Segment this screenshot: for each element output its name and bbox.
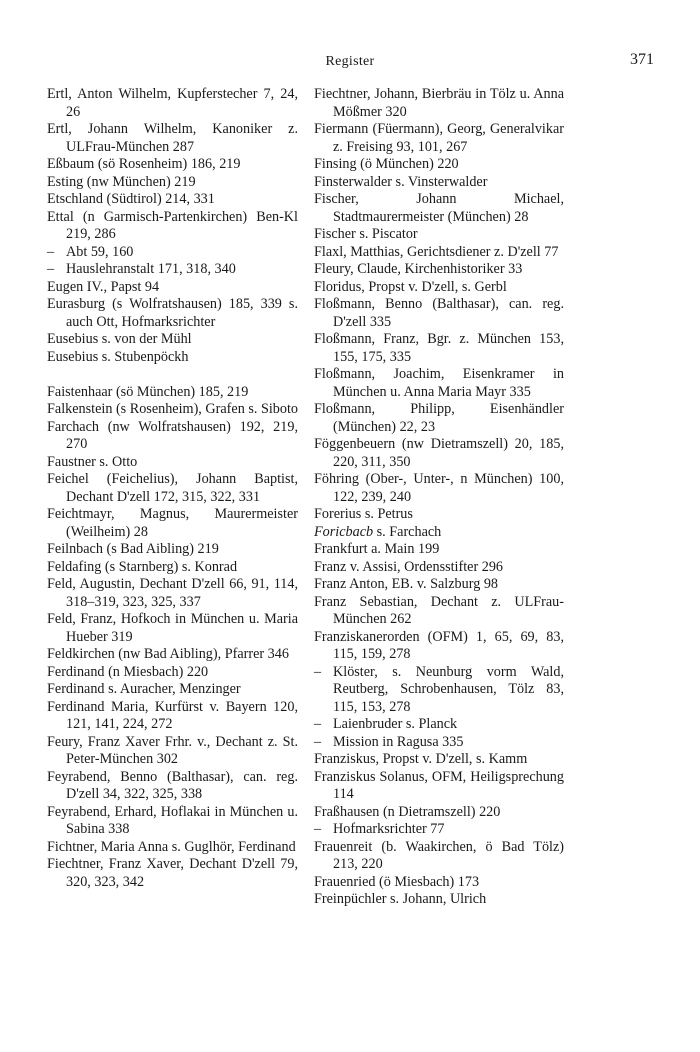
entry-text: Ettal (n Garmisch-Partenkirchen) Ben-Kl 219, 286 <box>47 208 298 242</box>
index-entry <box>47 454 298 472</box>
index-entry <box>314 559 564 577</box>
index-entry <box>47 156 298 174</box>
entry-text: Fischer s. Piscator <box>314 226 418 242</box>
index-entry <box>47 611 298 646</box>
index-entry <box>47 681 298 699</box>
entry-text: Farchach (nw Wolfratshausen) 192, 219, 270 <box>47 418 298 452</box>
entry-text: Feldkirchen (nw Bad Aibling), Pfarrer 346 <box>47 646 289 662</box>
entry-text: Ferdinand Maria, Kurfürst v. Bayern 120, 121, 141, 224, 272 <box>47 698 298 732</box>
entry-text: Eusebius s. Stubenpöckh <box>47 348 189 365</box>
index-entry <box>314 191 564 226</box>
page-number: 371 <box>630 51 654 68</box>
index-entry <box>47 279 298 297</box>
index-entry <box>314 751 564 769</box>
index-entry <box>314 629 564 664</box>
entry-text: Föhring (Ober-, Unter-, n München) 100, 122, 239, 240 <box>314 471 564 505</box>
index-entry <box>47 209 298 244</box>
entry-text: Finsing (ö München) 220 <box>314 156 459 172</box>
entry-text: Feilnbach (s Bad Aibling) 219 <box>47 541 219 557</box>
index-entry <box>47 699 298 734</box>
entry-text: Ertl, Anton Wilhelm, Kupferstecher 7, 24, 26 <box>47 86 298 120</box>
index-entry <box>47 541 298 559</box>
entry-text: Flaxl, Matthias, Gerichtsdiener z. D'zell 77 <box>314 243 559 260</box>
index-entry <box>314 174 564 192</box>
index-entry <box>314 156 564 174</box>
entry-text: Eusebius s. von der Mühl <box>47 331 192 347</box>
italic-term: Foricbacb <box>314 523 374 540</box>
index-column-right <box>314 86 564 909</box>
entry-text: Faustner s. Otto <box>47 453 138 470</box>
running-title: Register <box>325 54 375 69</box>
subentry-dash: – <box>314 733 322 750</box>
index-subentry <box>314 821 564 839</box>
entry-text: Laienbruder s. Planck <box>333 716 458 732</box>
entry-text: Fiermann (Füermann), Georg, Generalvikar z. Freising 93, 101, 267 <box>314 121 564 155</box>
index-entry <box>47 401 298 419</box>
entry-text: Eugen IV., Papst 94 <box>47 278 160 295</box>
index-entry <box>314 839 564 874</box>
subentry-dash: – <box>314 663 322 680</box>
entry-text: Feyrabend, Erhard, Hoflakai in München u. Sabina 338 <box>47 803 298 837</box>
entry-text: Floßmann, Joachim, Eisenkramer in München u. Anna Maria Mayr 335 <box>314 366 564 400</box>
index-entry <box>314 436 564 471</box>
index-entry <box>47 86 298 121</box>
entry-text: Franz Anton, EB. v. Salzburg 98 <box>314 576 499 592</box>
entry-text: Fraßhausen (n Dietramszell) 220 <box>314 803 501 820</box>
index-entry <box>314 226 564 244</box>
index-entry <box>314 471 564 506</box>
entry-text: Abt 59, 160 <box>66 243 134 260</box>
entry-text: Frauenreit (b. Waakirchen, ö Bad Tölz) 213, 220 <box>314 838 564 872</box>
entry-text: Fischer, Johann Michael, Stadtmaurermeister (München) 28 <box>314 191 564 225</box>
index-entry <box>314 86 564 121</box>
subentry-dash: – <box>47 261 55 277</box>
entry-text: Hauslehranstalt 171, 318, 340 <box>66 261 236 277</box>
entry-text: Franziskus Solanus, OFM, Heiligsprechung 114 <box>314 768 564 802</box>
index-entry <box>47 471 298 506</box>
entry-text: Ferdinand s. Auracher, Menzinger <box>47 681 241 697</box>
entry-text: Fiechtner, Franz Xaver, Dechant D'zell 79, 320, 323, 342 <box>47 856 298 890</box>
entry-text: Faistenhaar (sö München) 185, 219 <box>47 383 249 400</box>
index-entry <box>314 331 564 366</box>
index-entry <box>47 646 298 664</box>
entry-text: Feyrabend, Benno (Balthasar), can. reg. D'zell 34, 322, 325, 338 <box>47 768 298 802</box>
entry-text: Frankfurt a. Main 199 <box>314 541 440 557</box>
subentry-dash: – <box>314 821 322 837</box>
entry-text: Floßmann, Franz, Bgr. z. München 153, 155, 175, 335 <box>314 331 564 365</box>
index-entry <box>47 804 298 839</box>
entry-text: Fichtner, Maria Anna s. Guglhör, Ferdinand <box>47 838 296 855</box>
entry-text: Esting (nw München) 219 <box>47 173 196 190</box>
entry-text: Franz v. Assisi, Ordensstifter 296 <box>314 558 504 575</box>
index-entry <box>314 366 564 401</box>
index-entry <box>314 506 564 524</box>
entry-text: Forerius s. Petrus <box>314 506 413 522</box>
index-entry <box>314 804 564 822</box>
subentry-dash: – <box>47 243 55 260</box>
entry-text: Mission in Ragusa 335 <box>333 733 464 750</box>
index-entry <box>47 384 298 402</box>
index-subentry <box>47 261 298 279</box>
index-entry <box>47 576 298 611</box>
index-entry <box>47 664 298 682</box>
index-entry <box>47 559 298 577</box>
index-entry <box>47 419 298 454</box>
entry-text: Franziskanerorden (OFM) 1, 65, 69, 83, 115, 159, 278 <box>314 628 564 662</box>
entry-text: Ferdinand (n Miesbach) 220 <box>47 663 209 680</box>
index-entry <box>314 594 564 629</box>
index-entry <box>314 296 564 331</box>
entry-text: Ertl, Johann Wilhelm, Kanoniker z. ULFrau-München 287 <box>47 121 298 155</box>
entry-text: Feld, Augustin, Dechant D'zell 66, 91, 114, 318–319, 323, 325, 337 <box>47 576 298 610</box>
index-entry <box>47 856 298 891</box>
entry-text: Frauenried (ö Miesbach) 173 <box>314 873 480 890</box>
entry-text: Fiechtner, Johann, Bierbräu in Tölz u. Anna Mößmer 320 <box>314 86 564 120</box>
index-entry <box>47 121 298 156</box>
index-entry <box>314 279 564 297</box>
entry-text: Floßmann, Philipp, Eisenhändler (München) 22, 23 <box>314 401 564 435</box>
subentry-dash: – <box>314 716 322 732</box>
entry-text: s. Farchach <box>373 523 442 540</box>
index-entry <box>47 839 298 857</box>
index-entry <box>314 524 564 542</box>
index-entry <box>314 541 564 559</box>
entry-text: Feld, Franz, Hofkoch in München u. Maria Hueber 319 <box>47 611 298 645</box>
entry-text: Eßbaum (sö Rosenheim) 186, 219 <box>47 156 241 172</box>
index-column-left <box>47 86 298 891</box>
entry-text: Franziskus, Propst v. D'zell, s. Kamm <box>314 751 528 767</box>
index-entry <box>47 296 298 331</box>
index-entry <box>314 261 564 279</box>
index-entry <box>47 191 298 209</box>
index-entry <box>47 349 298 367</box>
index-entry <box>314 769 564 804</box>
page-header <box>46 51 654 73</box>
entry-text: Eurasburg (s Wolfratshausen) 185, 339 s. auch Ott, Hofmarksrichter <box>47 296 298 330</box>
index-subentry <box>314 716 564 734</box>
entry-text: Etschland (Südtirol) 214, 331 <box>47 191 215 207</box>
entry-text: Franz Sebastian, Dechant z. ULFrau-München 262 <box>314 593 564 627</box>
entry-text: Falkenstein (s Rosenheim), Grafen s. Siboto <box>47 401 299 417</box>
index-subentry <box>314 664 564 717</box>
index-entry <box>314 121 564 156</box>
entry-text: Floßmann, Benno (Balthasar), can. reg. D'zell 335 <box>314 296 564 330</box>
index-entry <box>47 174 298 192</box>
entry-text: Hofmarksrichter 77 <box>333 821 445 837</box>
entry-text: Finsterwalder s. Vinsterwalder <box>314 173 488 190</box>
entry-text: Feldafing (s Starnberg) s. Konrad <box>47 558 238 575</box>
entry-text: Floridus, Propst v. D'zell, s. Gerbl <box>314 278 507 295</box>
entry-text: Fleury, Claude, Kirchenhistoriker 33 <box>314 261 523 277</box>
index-entry <box>314 401 564 436</box>
index-entry <box>314 244 564 262</box>
index-subentry <box>314 734 564 752</box>
entry-text: Feichel (Feichelius), Johann Baptist, Dechant D'zell 172, 315, 322, 331 <box>47 471 298 505</box>
entry-text: Feichtmayr, Magnus, Maurermeister (Weilheim) 28 <box>47 506 298 540</box>
index-entry <box>47 734 298 769</box>
entry-text: Freinpüchler s. Johann, Ulrich <box>314 891 487 907</box>
entry-text: Klöster, s. Neunburg vorm Wald, Reutberg, Schrobenhausen, Tölz 83, 115, 153, 278 <box>333 663 564 715</box>
index-subentry <box>47 244 298 262</box>
index-entry <box>47 506 298 541</box>
index-entry <box>47 769 298 804</box>
index-entry <box>314 891 564 909</box>
index-entry <box>314 874 564 892</box>
entry-text: Feury, Franz Xaver Frhr. v., Dechant z. St. Peter-München 302 <box>47 733 298 767</box>
index-entry <box>314 576 564 594</box>
entry-text: Föggenbeuern (nw Dietramszell) 20, 185, 220, 311, 350 <box>314 436 564 470</box>
index-entry <box>47 331 298 349</box>
